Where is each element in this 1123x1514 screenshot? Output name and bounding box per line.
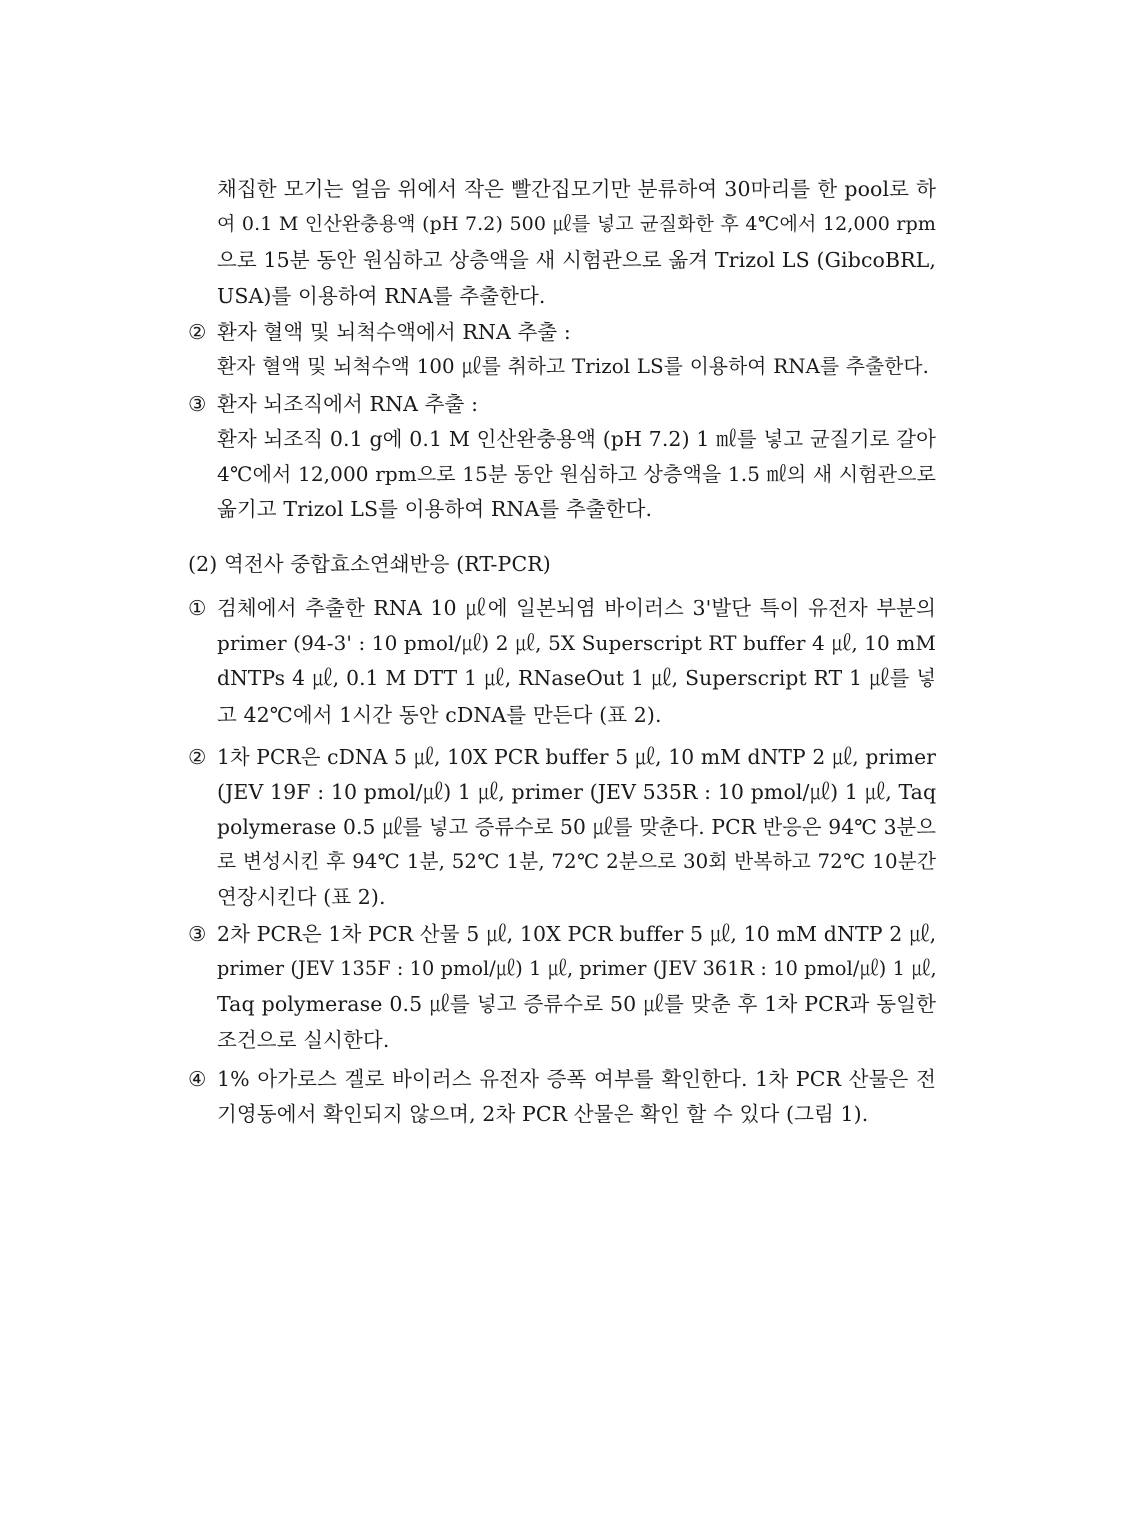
item-title: 환자 혈액 및 뇌척수액에서 RNA 추출 : bbox=[217, 320, 571, 344]
paragraph-line: primer (JEV 135F : 10 pmol/㎕) 1 ㎕, primer (JEV 361R : 10 pmol/㎕) 1 ㎕, bbox=[217, 957, 937, 980]
item-marker: ① bbox=[188, 596, 207, 620]
paragraph-line: USA)를 이용하여 RNA를 추출한다. bbox=[217, 284, 546, 308]
paragraph-line: 4℃에서 12,000 rpm으로 15분 동안 원심하고 상층액을 1.5 ㎖의 새 시험관으로 bbox=[217, 462, 936, 486]
paragraph-line: 채집한 모기는 얼음 위에서 작은 빨간집모기만 분류하여 30마리를 한 pool로 하 bbox=[217, 177, 936, 201]
paragraph-line: dNTPs 4 ㎕, 0.1 M DTT 1 ㎕, RNaseOut 1 ㎕, Superscript RT 1 ㎕를 넣 bbox=[217, 666, 936, 690]
item-marker: ② bbox=[188, 745, 207, 769]
paragraph-line: Taq polymerase 0.5 ㎕를 넣고 증류수로 50 ㎕를 맞춘 후 1차 PCR과 동일한 bbox=[217, 992, 936, 1016]
paragraph-line: 1차 PCR은 cDNA 5 ㎕, 10X PCR buffer 5 ㎕, 10 mM dNTP 2 ㎕, primer bbox=[217, 745, 936, 769]
paragraph-line: 조건으로 실시한다. bbox=[217, 1028, 390, 1052]
paragraph-line: 기영동에서 확인되지 않으며, 2차 PCR 산물은 확인 할 수 있다 (그림 1). bbox=[217, 1102, 869, 1126]
item-marker: ③ bbox=[188, 392, 207, 416]
item-marker: ③ bbox=[188, 922, 207, 946]
paragraph-line: 1% 아가로스 겔로 바이러스 유전자 증폭 여부를 확인한다. 1차 PCR 산물은 전 bbox=[217, 1067, 936, 1091]
paragraph-line: 환자 혈액 및 뇌척수액 100 ㎕를 취하고 Trizol LS를 이용하여 RNA를 추출한다. bbox=[217, 355, 929, 378]
paragraph-line: 으로 15분 동안 원심하고 상층액을 새 시험관으로 옮겨 Trizol LS (GibcoBRL, bbox=[217, 248, 936, 272]
paragraph-line: primer (94-3' : 10 pmol/㎕) 2 ㎕, 5X Superscript RT buffer 4 ㎕, 10 mM bbox=[217, 631, 936, 655]
paragraph-line: 연장시킨다 (표 2). bbox=[217, 885, 386, 909]
item-marker: ④ bbox=[188, 1067, 207, 1091]
section-heading: (2) 역전사 중합효소연쇄반응 (RT-PCR) bbox=[188, 552, 551, 576]
paragraph-line: (JEV 19F : 10 pmol/㎕) 1 ㎕, primer (JEV 535R : 10 pmol/㎕) 1 ㎕, Taq bbox=[217, 780, 937, 804]
item-title: 환자 뇌조직에서 RNA 추출 : bbox=[217, 392, 479, 416]
paragraph-line: 옮기고 Trizol LS를 이용하여 RNA를 추출한다. bbox=[217, 497, 653, 521]
paragraph-line: 검체에서 추출한 RNA 10 ㎕에 일본뇌염 바이러스 3'발단 특이 유전자 부분의 bbox=[217, 596, 936, 620]
item-marker: ② bbox=[188, 320, 207, 344]
paragraph-line: 2차 PCR은 1차 PCR 산물 5 ㎕, 10X PCR buffer 5 ㎕, 10 mM dNTP 2 ㎕, bbox=[217, 922, 937, 946]
paragraph-line: polymerase 0.5 ㎕를 넣고 증류수로 50 ㎕를 맞춘다. PCR 반응은 94℃ 3분으 bbox=[217, 815, 936, 839]
paragraph-line: 고 42℃에서 1시간 동안 cDNA를 만든다 (표 2). bbox=[217, 703, 662, 727]
paragraph-line: 로 변성시킨 후 94℃ 1분, 52℃ 1분, 72℃ 2분으로 30회 반복하고 72℃ 10분간 bbox=[217, 850, 936, 873]
paragraph-line: 환자 뇌조직 0.1 g에 0.1 M 인산완충용액 (pH 7.2) 1 ㎖를 넣고 균질기로 갈아 bbox=[217, 427, 936, 451]
paragraph-line: 여 0.1 M 인산완충용액 (pH 7.2) 500 ㎕를 넣고 균질화한 후 4℃에서 12,000 rpm bbox=[217, 213, 936, 235]
